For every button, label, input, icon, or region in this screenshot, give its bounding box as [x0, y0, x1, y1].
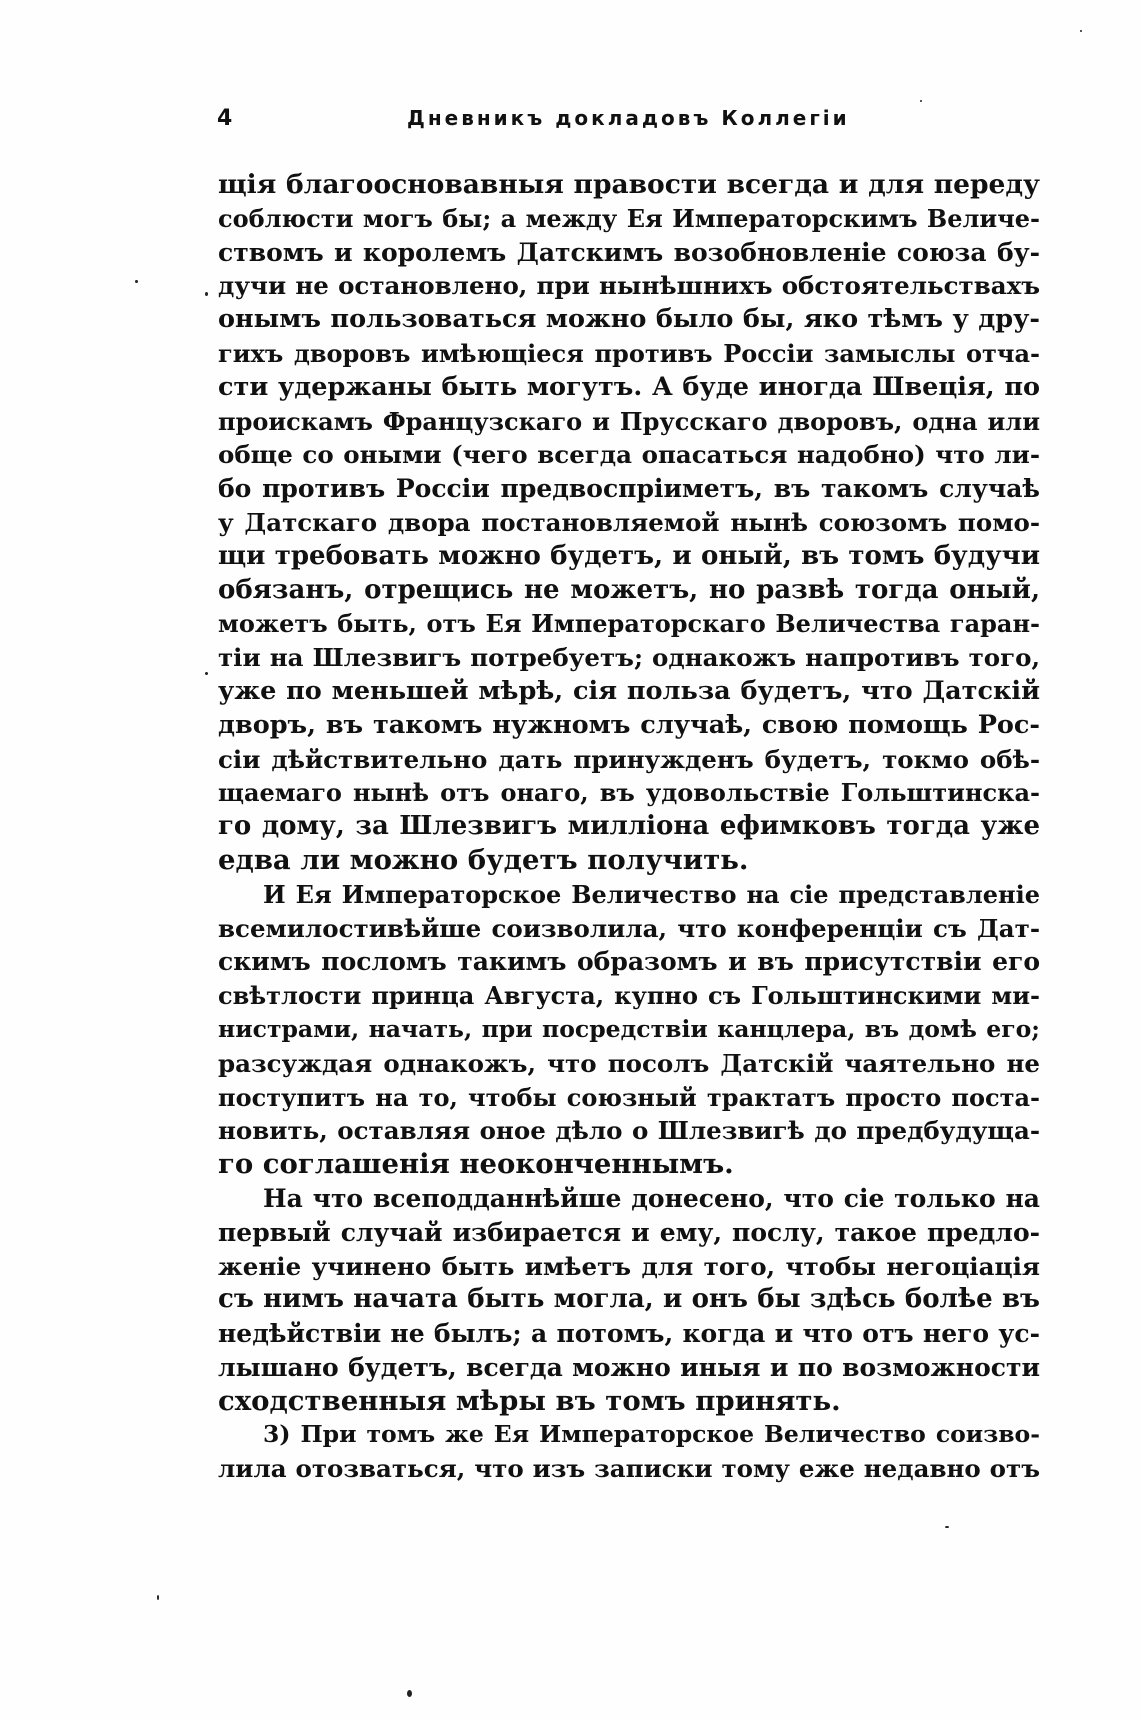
scan-speck [135, 280, 138, 283]
text-line: поступитъ на то, чтобы союзный трактатъ просто поста- [218, 1082, 1040, 1112]
text-line: разсуждая однакожъ, что посолъ Датскій чаятельно не [218, 1048, 1040, 1078]
text-line: съ нимъ начата быть могла, и онъ бы здѣсь болѣе въ [218, 1284, 1040, 1315]
text-line: щія благоосновавныя правости всегда и для переду [218, 169, 1040, 200]
text-line: соблюсти могъ бы; а между Ея Императорскимъ Величе- [218, 203, 1040, 233]
text-line: проискамъ Французскаго и Прусскаго дворовъ, одна или [218, 406, 1040, 436]
text-line: 3) При томъ же Ея Императорское Величество соизво- [263, 1420, 1040, 1449]
scan-speck [1080, 30, 1082, 32]
text-line: новить, оставляя оное дѣло о Шлезвигѣ до предбудуща- [218, 1116, 1040, 1146]
scan-speck [205, 672, 208, 675]
text-line: едва ли можно будетъ получить. [218, 843, 749, 876]
text-line: щаемаго нынѣ отъ онаго, въ удовольствіе Гольштинска- [218, 778, 1040, 808]
scan-speck [157, 1595, 159, 1600]
page-header [217, 106, 857, 146]
text-line: сіи дѣйствительно дать принужденъ будетъ, токмо обѣ- [218, 744, 1040, 774]
text-line: обще со оными (чего всегда опасаться надобно) что ли- [218, 440, 1040, 470]
text-line: первый случай избирается и ему, послу, такое предло- [218, 1217, 1040, 1247]
text-line: лила отозваться, что изъ записки тому еже недавно отъ [218, 1454, 1040, 1484]
text-line: свѣтлости принца Августа, купно съ Гольштинскими ми- [218, 981, 1040, 1011]
text-line: лышано будетъ, всегда можно иныя и по возможности [218, 1352, 1040, 1382]
body-text [218, 168, 1040, 1486]
text-line: сходственныя мѣры въ томъ принять. [218, 1384, 841, 1417]
text-line: бо противъ Россіи предвоспріиметъ, въ такомъ случаѣ [218, 474, 1040, 504]
text-line: недѣйствіи не былъ; а потомъ, когда и что отъ него ус- [218, 1319, 1040, 1349]
scan-speck [920, 100, 922, 102]
page-number: 4 [217, 106, 233, 131]
scan-speck [407, 1690, 412, 1697]
running-title: Дневникъ докладовъ Коллегіи [407, 106, 850, 130]
text-line: тіи на Шлезвигъ потребуетъ; однакожъ напротивъ того, [218, 643, 1040, 673]
text-line: обязанъ, отрещись не можетъ, но развѣ тогда оный, [218, 574, 1040, 605]
text-line: ствомъ и королемъ Датскимъ возобновленіе союза бу- [218, 237, 1040, 267]
scan-speck [945, 1526, 949, 1528]
text-line: можетъ быть, отъ Ея Императорскаго Величества гаран- [218, 609, 1040, 639]
text-line: И Ея Императорское Величество на сіе представленіе [263, 879, 1040, 909]
text-line: го дому, за Шлезвигъ милліона ефимковъ тогда уже [218, 811, 1040, 842]
text-line: дворъ, въ такомъ нужномъ случаѣ, свою помощь Рос- [218, 709, 1040, 740]
text-line: гихъ дворовъ имѣющіеся противъ Россіи замыслы отча- [218, 338, 1040, 368]
text-line: всемилостивѣйше соизволила, что конференціи съ Дат- [218, 913, 1040, 943]
text-line: онымъ пользоваться можно было бы, яко тѣмъ у дру- [218, 304, 1040, 335]
text-line: женіе учинено быть имѣетъ для того, чтобы негоціація [218, 1251, 1040, 1281]
text-line: дучи не остановлено, при нынѣшнихъ обстоятельствахъ [218, 271, 1040, 301]
text-line: сти удержаны быть могутъ. А буде иногда Швеція, по [218, 371, 1040, 402]
text-line: На что всеподданнѣйше донесено, что сіе только на [263, 1183, 1040, 1213]
text-line: нистрами, начать, при посредствіи канцлера, въ домѣ его; [218, 1014, 1040, 1043]
text-line: у Датскаго двора постановляемой нынѣ союзомъ помо- [218, 507, 1040, 537]
text-line: скимъ посломъ такимъ образомъ и въ присутствіи его [218, 947, 1040, 977]
text-line: щи требовать можно будетъ, и оный, въ томъ будучи [218, 540, 1040, 571]
text-line: уже по меньшей мѣрѣ, сія польза будетъ, что Датскій [218, 675, 1040, 706]
text-line: го соглашенія неоконченнымъ. [218, 1148, 734, 1181]
scan-speck [205, 292, 208, 296]
